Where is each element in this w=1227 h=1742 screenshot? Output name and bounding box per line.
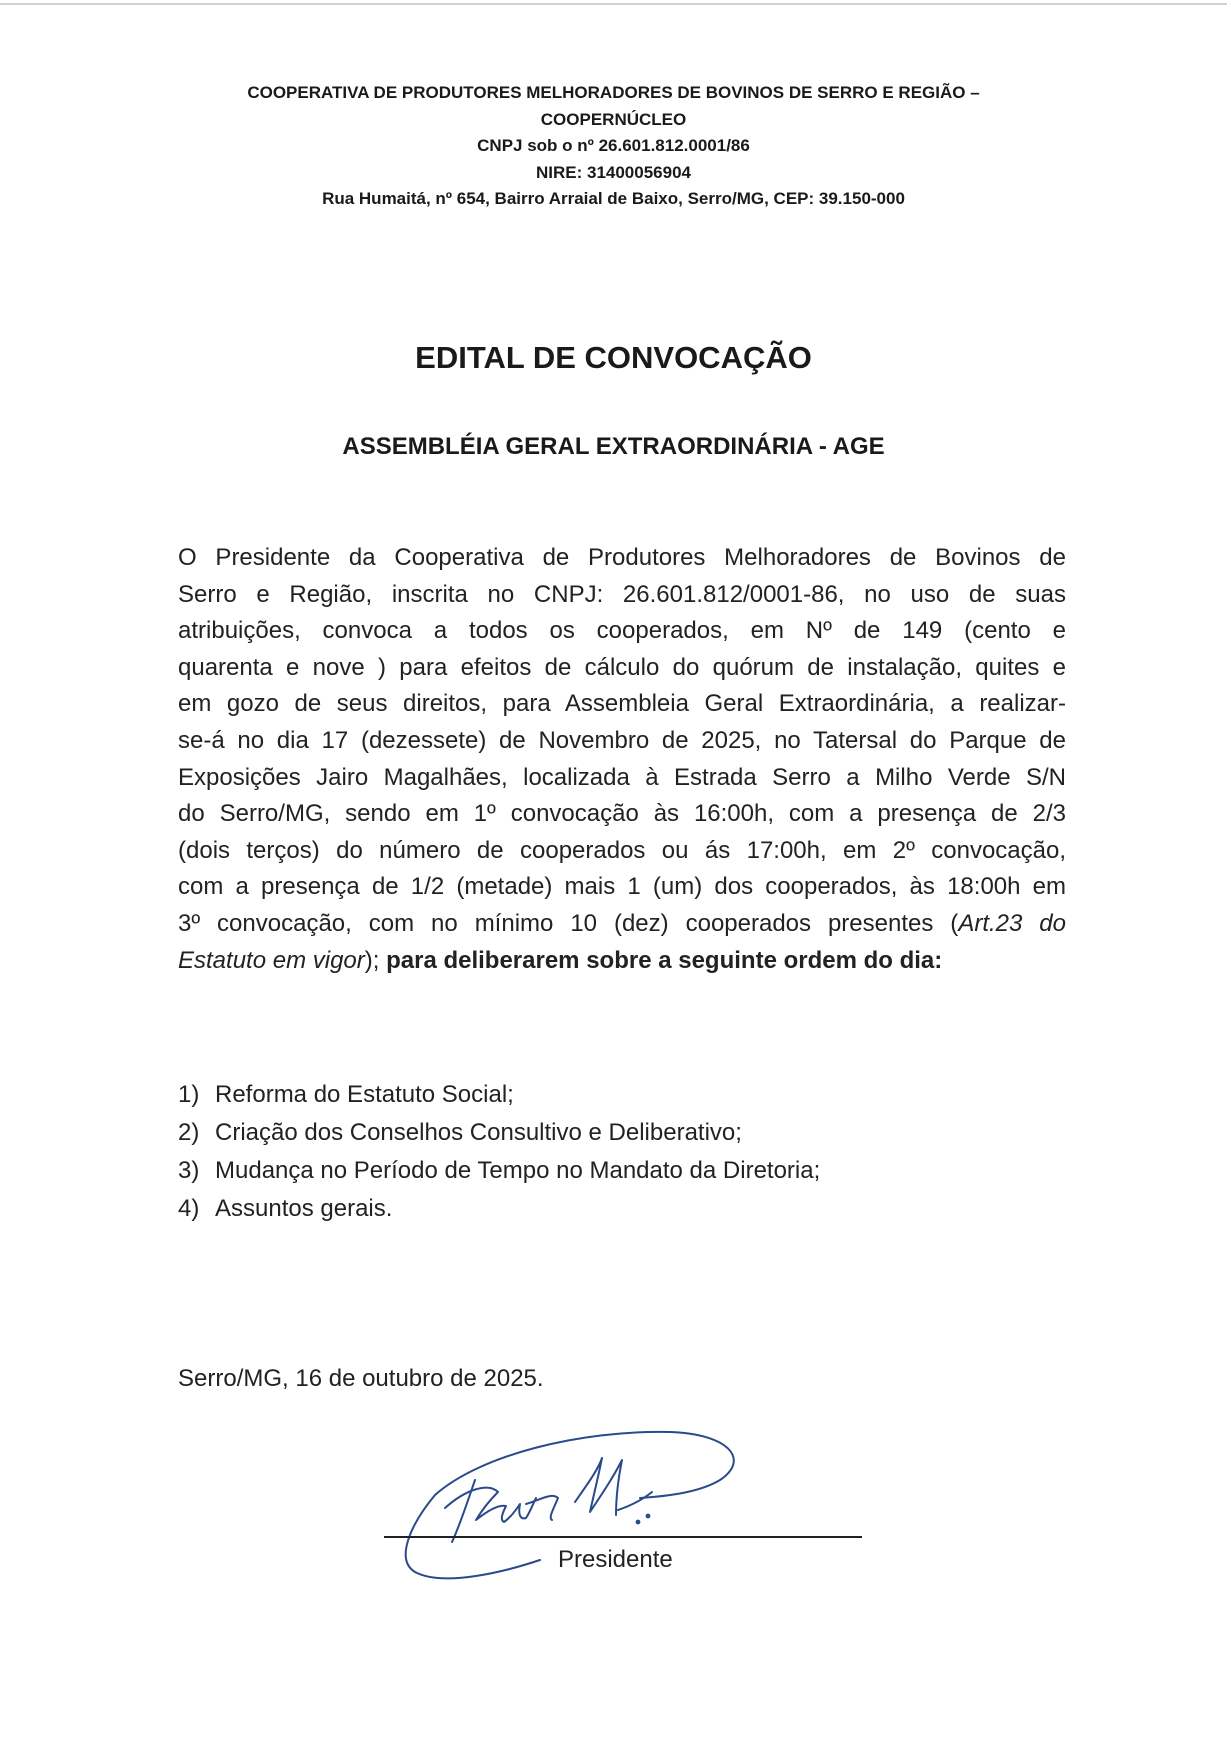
agenda-item bbox=[178, 1076, 1078, 1114]
body-line-text: 3º convocação, com no mínimo 10 (dez) cooperados presentes ( bbox=[178, 909, 959, 937]
agenda-item bbox=[178, 1114, 1078, 1152]
agenda-item-text: Criação dos Conselhos Consultivo e Deliberativo; bbox=[215, 1119, 742, 1146]
citation-close: ); bbox=[364, 946, 380, 974]
page-title: EDITAL DE CONVOCAÇÃO bbox=[415, 340, 812, 375]
agenda-item-text: Assuntos gerais. bbox=[215, 1195, 393, 1222]
agenda-item-number: 4) bbox=[178, 1195, 200, 1222]
agenda-item bbox=[178, 1152, 1078, 1190]
signature-label: Presidente bbox=[558, 1546, 673, 1573]
header-address: Rua Humaitá, nº 654, Bairro Arraial de Baixo, Serro/MG, CEP: 39.150-000 bbox=[322, 189, 905, 208]
body-line: com a presença de 1/2 (metade) mais 1 (um) dos cooperados, às 18:00h em bbox=[178, 873, 1066, 901]
header-cooperative-name: COOPERATIVA DE PRODUTORES MELHORADORES DE BOVINOS DE SERRO E REGIÃO – bbox=[247, 83, 980, 102]
agenda-item-number: 1) bbox=[178, 1081, 200, 1108]
agenda-item-number: 2) bbox=[178, 1119, 200, 1146]
document-header bbox=[0, 80, 1227, 213]
page-subtitle: ASSEMBLÉIA GERAL EXTRAORDINÁRIA - AGE bbox=[342, 433, 885, 460]
statute-citation-part2: Estatuto em vigor bbox=[178, 946, 365, 974]
body-line: se-á no dia 17 (dezessete) de Novembro de 2025, no Tatersal do Parque de bbox=[178, 726, 1066, 754]
agenda-item-number: 3) bbox=[178, 1157, 200, 1184]
agenda-list bbox=[178, 1076, 1078, 1228]
agenda-item bbox=[178, 1190, 1078, 1228]
body-line: atribuições, convoca a todos os cooperados, em Nº de 149 (cento e bbox=[178, 617, 1066, 645]
header-cooperative-acronym: COOPERNÚCLEO bbox=[540, 109, 687, 129]
agenda-item-text: Reforma do Estatuto Social; bbox=[215, 1081, 514, 1108]
agenda-item-text: Mudança no Período de Tempo no Mandato da Diretoria; bbox=[215, 1157, 821, 1184]
body-line: (dois terços) do número de cooperados ou ás 17:00h, em 2º convocação, bbox=[178, 836, 1066, 864]
body-line: Serro e Região, inscrita no CNPJ: 26.601.812/0001-86, no uso de suas bbox=[178, 580, 1066, 608]
header-cnpj: CNPJ sob o nº 26.601.812.0001/86 bbox=[477, 136, 750, 155]
body-line: do Serro/MG, sendo em 1º convocação às 16:00h, com a presença de 2/3 bbox=[178, 800, 1066, 828]
agenda-intro: para deliberarem sobre a seguinte ordem do dia: bbox=[386, 946, 943, 974]
body-line: quarenta e nove ) para efeitos de cálculo do quórum de instalação, quites e bbox=[178, 653, 1066, 681]
body-line: em gozo de seus direitos, para Assembleia Geral Extraordinária, a realizar- bbox=[178, 690, 1066, 718]
convocation-body bbox=[178, 540, 1066, 979]
signature-line bbox=[384, 1536, 862, 1538]
body-line-with-citation bbox=[178, 906, 1066, 943]
document-date: Serro/MG, 16 de outubro de 2025. bbox=[178, 1365, 544, 1392]
header-nire: NIRE: 31400056904 bbox=[535, 162, 691, 182]
body-line: Exposições Jairo Magalhães, localizada à Estrada Serro a Milho Verde S/N bbox=[178, 763, 1066, 791]
scan-border-line bbox=[0, 3, 1227, 5]
body-line-final bbox=[178, 943, 1066, 980]
body-line: O Presidente da Cooperativa de Produtores Melhoradores de Bovinos de bbox=[178, 544, 1066, 571]
statute-citation-part1: Art.23 do bbox=[958, 909, 1066, 937]
